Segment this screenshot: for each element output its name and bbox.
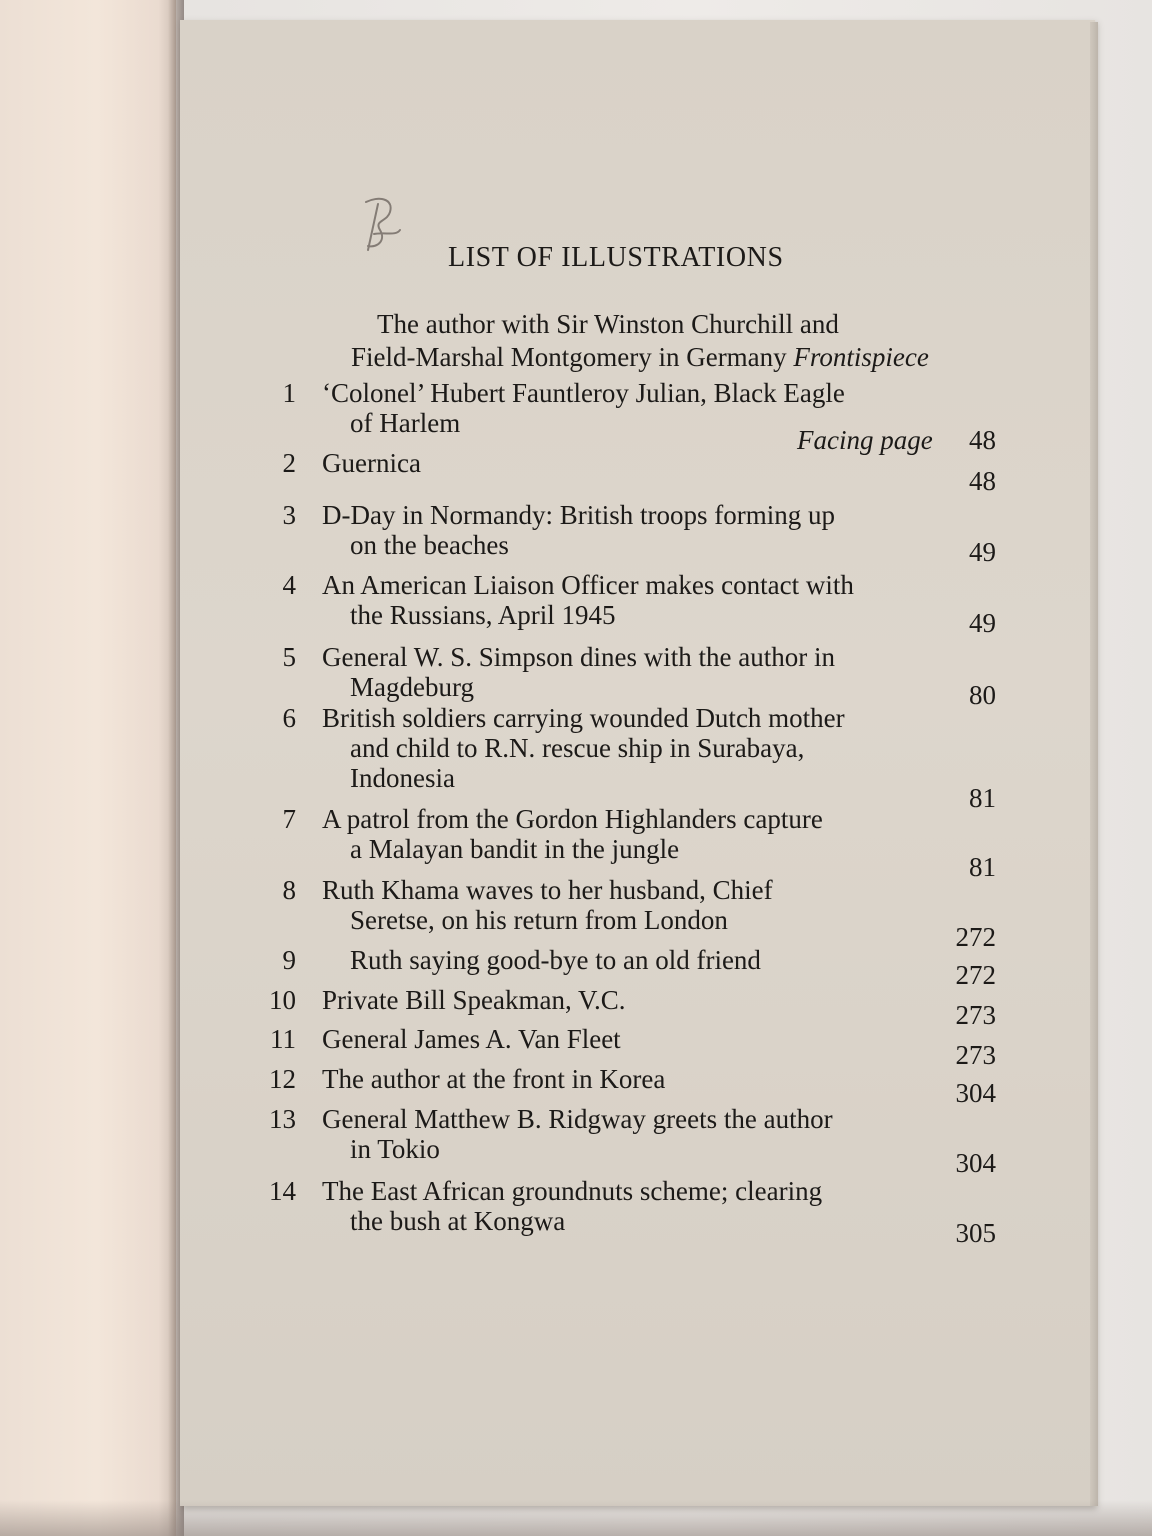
- entry-caption: [322, 875, 922, 935]
- entry-caption-line: Indonesia: [350, 763, 455, 793]
- entry-page-number: 304: [955, 1148, 996, 1178]
- entry-caption: [322, 1176, 922, 1236]
- page-edge: [1090, 22, 1098, 1506]
- entry-page-number: 80: [969, 680, 996, 710]
- entry-caption-line: and child to R.N. rescue ship in Surabaya,: [350, 733, 805, 763]
- facing-page-left: [0, 0, 176, 1536]
- entry-caption: [322, 448, 922, 478]
- entry-number: 10: [269, 985, 296, 1015]
- entry-caption-line: British soldiers carrying wounded Dutch mother: [322, 703, 845, 733]
- frontispiece-label: Frontispiece: [793, 342, 929, 372]
- entry-caption: [322, 1064, 922, 1094]
- entry-number: 6: [282, 703, 296, 733]
- entry-page-number: 305: [955, 1218, 996, 1248]
- entry-caption-line: of Harlem: [350, 408, 461, 438]
- entry-caption: [322, 804, 922, 864]
- entry-number: 5: [282, 642, 296, 672]
- entry-page-number: 49: [969, 608, 996, 638]
- entry-caption-line: Ruth Khama waves to her husband, Chief: [322, 875, 773, 905]
- frontispiece-entry: [351, 308, 1011, 374]
- entry-caption-line: Ruth saying good-bye to an old friend: [350, 945, 761, 975]
- entry-number: 4: [282, 570, 296, 600]
- entry-caption-line: D-Day in Normandy: British troops forming up: [322, 500, 835, 530]
- entry-caption-line: Magdeburg: [350, 672, 474, 702]
- entry-page-number: 48: [969, 425, 996, 455]
- entry-number: 7: [282, 804, 296, 834]
- entry-number: 9: [282, 945, 296, 975]
- facing-page-label: Facing page: [797, 425, 933, 455]
- frontispiece-caption: Field-Marshal Montgomery in Germany: [351, 342, 787, 372]
- entry-number: 8: [282, 875, 296, 905]
- entry-page-number: 273: [955, 1040, 996, 1070]
- entry-caption-line: the Russians, April 1945: [350, 600, 616, 630]
- entry-caption-line: A patrol from the Gordon Highlanders capture: [322, 804, 823, 834]
- entry-caption: [322, 500, 922, 560]
- entry-number: 2: [282, 448, 296, 478]
- entry-caption: [322, 1024, 922, 1054]
- entry-caption: [322, 642, 922, 702]
- entry-caption-line: General W. S. Simpson dines with the author in: [322, 642, 835, 672]
- entry-page-number: 48: [969, 466, 996, 496]
- entry-caption: [322, 1104, 922, 1164]
- entry-page-number: 272: [955, 960, 996, 990]
- entry-caption-line: General James A. Van Fleet: [322, 1024, 621, 1054]
- entry-number: 3: [282, 500, 296, 530]
- pencil-scribble-icon: [338, 190, 418, 260]
- entry-number: 14: [269, 1176, 296, 1206]
- entry-page-number: 273: [955, 1000, 996, 1030]
- entry-page-number: 304: [955, 1078, 996, 1108]
- entry-caption-line: in Tokio: [350, 1134, 440, 1164]
- entry-page-number: 272: [955, 922, 996, 952]
- entry-caption: [322, 985, 922, 1015]
- entry-caption-line: The East African groundnuts scheme; clearing: [322, 1176, 823, 1206]
- entry-caption-line: ‘Colonel’ Hubert Fauntleroy Julian, Black Eagle: [322, 378, 845, 408]
- entry-number: 11: [270, 1024, 296, 1054]
- entry-caption-line: the bush at Kongwa: [350, 1206, 566, 1236]
- entry-caption-line: Guernica: [322, 448, 421, 478]
- entry-number: 1: [282, 378, 296, 408]
- entry-caption-line: on the beaches: [350, 530, 509, 560]
- entry-page-number: 49: [969, 537, 996, 567]
- entry-number: 13: [269, 1104, 296, 1134]
- entry-caption-line: General Matthew B. Ridgway greets the author: [322, 1104, 833, 1134]
- page-title: LIST OF ILLUSTRATIONS: [448, 242, 784, 273]
- entry-caption: [322, 945, 922, 975]
- entry-number: 12: [269, 1064, 296, 1094]
- entry-caption-line: The author at the front in Korea: [322, 1064, 666, 1094]
- frontispiece-line-2: [351, 341, 1011, 374]
- bottom-shadow: [0, 1500, 1152, 1536]
- entry-caption: [322, 703, 922, 793]
- entry-caption-line: An American Liaison Officer makes contact with: [322, 570, 854, 600]
- entry-page-number: 81: [969, 783, 996, 813]
- entry-caption: [322, 570, 922, 630]
- entry-caption-line: Seretse, on his return from London: [350, 905, 728, 935]
- entry-page-number: 81: [969, 852, 996, 882]
- entry-caption-line: Private Bill Speakman, V.C.: [322, 985, 626, 1015]
- entry-caption-line: a Malayan bandit in the jungle: [350, 834, 680, 864]
- frontispiece-line-1: The author with Sir Winston Churchill and: [377, 309, 839, 339]
